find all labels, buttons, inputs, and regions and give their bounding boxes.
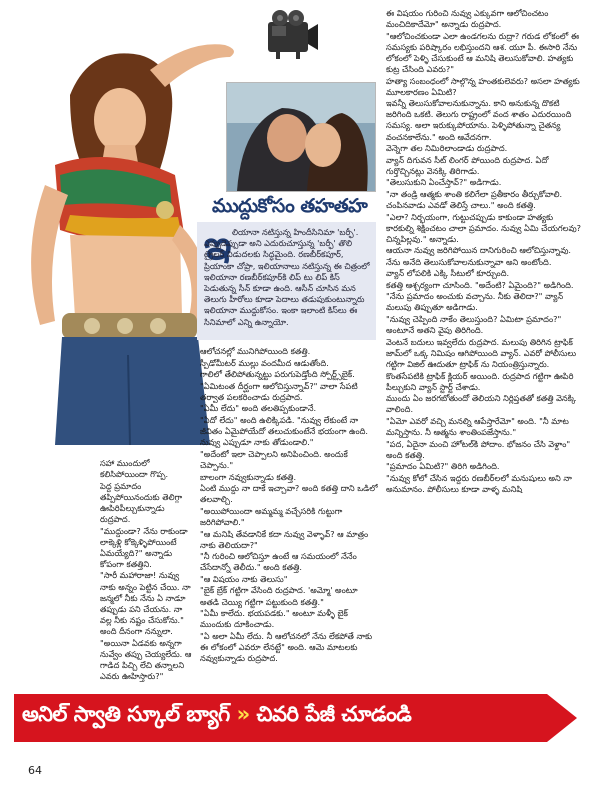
page-number: 64 xyxy=(28,764,42,777)
paragraph: "ఎలా? నిర్భయంగా, గుట్టుచప్పుడు కాకుండా హత్యకు కారకుల్ని శిక్షించటం చాలా ప్రమాదం. నువ్వు ఏమి చేయగలవు? చిన్నపిల్లవు." అన్నాడు. xyxy=(386,211,581,244)
paragraph: "ఏ అలా ఏమీ లేదు. నీ ఆలోచనలో నేను లేకపోతే నాకు ఈ లోకంలో ఎవరూ లేనట్టే" అంది. ఆమె మాటలకు నవ్వుకున్నాడు రుద్రపాద. xyxy=(200,630,373,664)
paragraph: "అదేంటో ఇలా చెప్పాలని అనిపించింది. అందుకే చెప్పాను." xyxy=(200,448,348,470)
paragraph xyxy=(100,682,196,684)
paragraph: "నీ గురించి ఆలోచిస్తూ ఉంటే ఆ సమయంలో నేనేం చేసేదాన్నో తెలీదు." అంది కతత్తి. xyxy=(200,551,357,573)
banner-separator: » xyxy=(236,702,250,726)
paragraph: కొంతసేపటికి ట్రాఫిక్ క్లియర్ అయింది. రుద్రపాద గట్టిగా ఊపిరి పీల్చుకుని వ్యాన్ స్టార్ట్ చేశాడు. xyxy=(386,370,574,392)
paragraph: "సారీ మహారాజా! నువ్వు నాకు అన్నం పెట్టిన చేయి. నా జన్మలో నీకు నేను ఏ నాడూ తప్పుడు పని చేయను. నా వల్ల నీకు నష్టం చేసుకోను." అంది దీనంగా నన్నులా. xyxy=(100,570,191,636)
advertisement-banner xyxy=(14,694,577,742)
paragraph: పెద్ద ప్రమాదం తప్పిపోయినందుకు తెలిగ్గా ఊపిరిపీల్చుకున్నాడు రుద్రపాద. xyxy=(100,480,183,524)
paragraph: గాలిలో తేలిపోతున్నట్టు పరుగుపెడ్తోంది స్పోర్ట్స్‌బైక్. xyxy=(200,369,355,380)
paragraph: "ఆలోచించకుండా ఎలా ఉండగలను రుద్రా? గరుడ లోకంలో ఈ సమస్యకు పరిష్కారం లభిస్తుందని ఆశ. యూ పీ. ఈసారి నేను లోకంలో పెళ్ళి చేసుకుంటే ఆ మనిషి తెలుసుకోవాలి. హత్యకు కుట్ర చేసింది ఎవరు?" xyxy=(386,30,579,74)
paragraph: "నువ్వు కోలో చేసిన ఇద్దరు రణబీర్‌లలో మనుషులు అని నా అనుమానం. పోలీసులు కూడా వాళ్ళ మనిషి xyxy=(386,472,572,494)
column-middle xyxy=(200,346,378,684)
banner-arrow-icon xyxy=(547,694,577,742)
paragraph: సహా ముందులో కలిసిపోయిందా గొప్ప. xyxy=(100,458,169,480)
paragraph: వ్యాన్ లోపలికి ఎక్కి సీటులో కూర్చుంది. xyxy=(386,268,510,279)
paragraph: ఇవన్నీ తెలుసుకోవాలనుకున్నాను. కాని అనుకున్న దొకటి జరిగింది ఒకటి. తెలుగు రాష్ట్రంలో వంద శాతం ఎదురయింది సమస్య. అలా ఇరుక్కుపోయాను. పెళ్ళిపోతున్నా చైతన్య వంచనకాలేను." అంది ఆవేదనగా. xyxy=(386,98,572,142)
paragraph: "బైక్ బ్రేక్ గట్టిగా వేసింది రుద్రపాద. 'అమ్మో' అంటూ అతడి చెయ్యి గట్టిగా పట్టుకుంది కతత్తి." xyxy=(200,585,358,607)
paragraph: "నా తండ్రి ఆత్మకు శాంతి కలిగేలా ప్రతీకారం తీర్చుకోవాలి. చంపినవాడు ఎవడో తెలిస్తే చాలు." అంది కతత్తి. xyxy=(386,189,563,211)
paragraph: ఈ విషయం గురించి నువ్వు ఎక్కువగా ఆలోచించటం మంచిదికాదేమో" అన్నాడు రుద్రపాద. xyxy=(386,8,549,30)
paragraph: "ఏదో లేదు" అంది ఉలిక్కిపడి. "నువ్వు లేకుంటే నా జీవితం ఏమైపోయేదో తలుచుకుంటేనే భయంగా ఉంది. నువ్వు ఎప్పుడూ నాకు తోడుండాలి." xyxy=(200,415,369,448)
article-headline: ముద్దుకోసం తహతహ xyxy=(212,195,368,217)
paragraph: స్పీడోమీటర్ ముల్లు వందమీద ఆడుతోంది. xyxy=(200,357,329,368)
paragraph: "ముద్దుండా? నేను రాకుండా లాక్కెళ్లి కోక్కెళ్ళిపోయింటే ఏమయ్యేది?" అన్నాడు కోపంగా కతత్తిని. xyxy=(100,525,188,569)
couple-movie-still xyxy=(226,82,376,192)
intro-text: లియానా నటిస్తున్న హిందీసినిమా 'బర్ఫీ'. ఎప్పుడెప్పుడా అని ఎదురుచూస్తున్న 'బర్ఫీ' తొలి ట్రైలర్ విడుదలకు సిద్ధమైంది. రణబీర్‌కపూర్, ప్రియాంకా చోప్రా, ఇలియానాలు నటిస్తున్న ఈ చిత్రంలో ఇలియానా రణబీర్‌కపూర్‌కి లిప్ టు లిప్ కిస్ పెడుతున్న సీన్ కూడా ఉంది. ఆసీన్ చూసిన మన తెలుగు హీరోలు కూడా పెదాలు తడుపుకుంటున్నారు ఇలియానా ముద్దుకోసం. ఇంకా ఇలాంటి కిస్‌లు ఈ సినిమాలో ఎన్ని ఉన్నాయో. xyxy=(204,227,370,327)
paragraph: "ఏమీ లేదు" అంది తలతిప్పకుండానే. xyxy=(200,403,317,414)
paragraph: ఆలోచనల్లో మునిగిపోయింది కతత్తి. xyxy=(200,346,311,356)
paragraph: వెంటనే బదులు ఇవ్వలేదు రుద్రపాద. మలుపు తిరిగిన ట్రాఫిక్ జామ్‌లో ఒక్క నిమిషం ఆగిపోయింది వ్యాన్. ఎవరో పోలీసులు గట్టిగా విజిల్ ఊదుతూ ట్రాఫిక్ ను నియంత్రిస్తున్నారు. xyxy=(386,336,577,369)
paragraph: "ఆ మనిషి తేవడానికే కదా నువ్వు వెళ్ళావ్? ఆ మాత్రం నాకు తెలియదా?" xyxy=(200,528,369,550)
banner-title: అనిల్ స్వాతి స్కూల్ బ్యాగ్ xyxy=(22,702,230,726)
paragraph: "అయిపోయిందా అమ్మమ్మ వచ్చేసరికి గుట్టుగా జరిగిపోవాలి." xyxy=(200,505,343,527)
paragraph: "ఏమిటంత దీర్ఘంగా ఆలోచిస్తున్నావ్?" వాలా సేపటి తర్వాత పలకరించాడు రుద్రపాద. xyxy=(200,380,358,402)
banner-subtitle: చివరి పేజీ చూడండి xyxy=(256,702,412,726)
paragraph: "నేను ప్రమాదం అంచుకు వచ్చాను. నీకు తెలిదా?" వ్యాన్ మలుపు తిప్పుతూ అడిగాడు. xyxy=(386,291,564,313)
paragraph: "ఆ విషయం నాకు తెలుసు" xyxy=(200,573,288,584)
paragraph: హత్యా సంబంధంలో సాల్గొన్న హంతకులెవరు? అసలా హత్యకు మూలకారణం ఏమిటి? xyxy=(386,75,580,97)
column-right xyxy=(386,8,582,684)
paragraph: "అయినా ఏడవకు అన్నగా నువ్వేం తప్పు చెయ్యలేదు. ఆ గాడిద పిచ్చి లేచి తన్నాలని ఎవరు ఊహిస్తారు?" xyxy=(100,637,192,681)
film-camera-icon xyxy=(262,8,320,60)
paragraph: ఆయనా నువ్వు జరిగిపోయిన దానిగురించి ఆలోచిస్తున్నావు. నేను అనేది తెలుసుకోవాలనుకున్నావా అని అంటోంది. xyxy=(386,245,572,267)
paragraph: "తెలుసుకుని ఏంచేస్తావ్?" అడిగాడు. xyxy=(386,177,502,188)
paragraph: కతత్తి ఆశ్చర్యంగా చూసింది. "అదేంటి? ఏమైంది?" అడిగింది. xyxy=(386,279,574,290)
paragraph: "ఏమీ కాలేదు. భయపడకు." అంటూ మళ్ళీ బైక్ ముందుకు దూకించాడు. xyxy=(200,608,348,630)
intro-dropcap: ఇ xyxy=(204,223,232,269)
paragraph: "ఏమో ఎవరో వచ్చి మనల్ని ఆపేస్తారేమో" అంది. "నీ మాట మన్నిస్తాను. నీ ఆత్మను శాంతింపజేస్తాను." xyxy=(386,415,569,437)
banner-text xyxy=(22,702,547,732)
paragraph: "పద, ఏదైనా మంచి హోటల్‌కి పోదాం. భోజనం చేసి వెళ్దాం" అంది కతత్తి. xyxy=(386,438,571,460)
column-left xyxy=(100,458,196,684)
paragraph: ఏంటి ముద్దు నా దాకే ఇచ్చావా? అంది కతత్తి దాని ఒడిలో తలవాల్చి. xyxy=(200,483,378,505)
paragraph: "నువ్వు చెప్పింది నాకేం తెలుస్తుంది? ఏమిటా ప్రమాదం?" అంటూనే అతని వైపు తిరిగింది. xyxy=(386,314,562,336)
paragraph: వ్యాన్ దిగువన సీట్ లింగర్ పోయింది రుద్రపాద. ఏదో గుర్తొచ్చినట్లు వెనక్కి తిరిగాడు. xyxy=(386,154,549,176)
paragraph: "ప్రమాదం ఏమిటి?" తిరిగి అడిగింది. xyxy=(386,461,500,472)
paragraph: వెన్నెగా తల నిమిరిలాండాడు రుద్రపాద. xyxy=(386,143,508,154)
paragraph: బాలంగా నవ్వుకున్నాడు కతత్తి. xyxy=(200,471,297,482)
paragraph: ముందు ఏం జరగబోతుందో తెలియని నిర్లిప్తతతో కతత్తి వెనక్కి వాలింది. xyxy=(386,393,576,415)
